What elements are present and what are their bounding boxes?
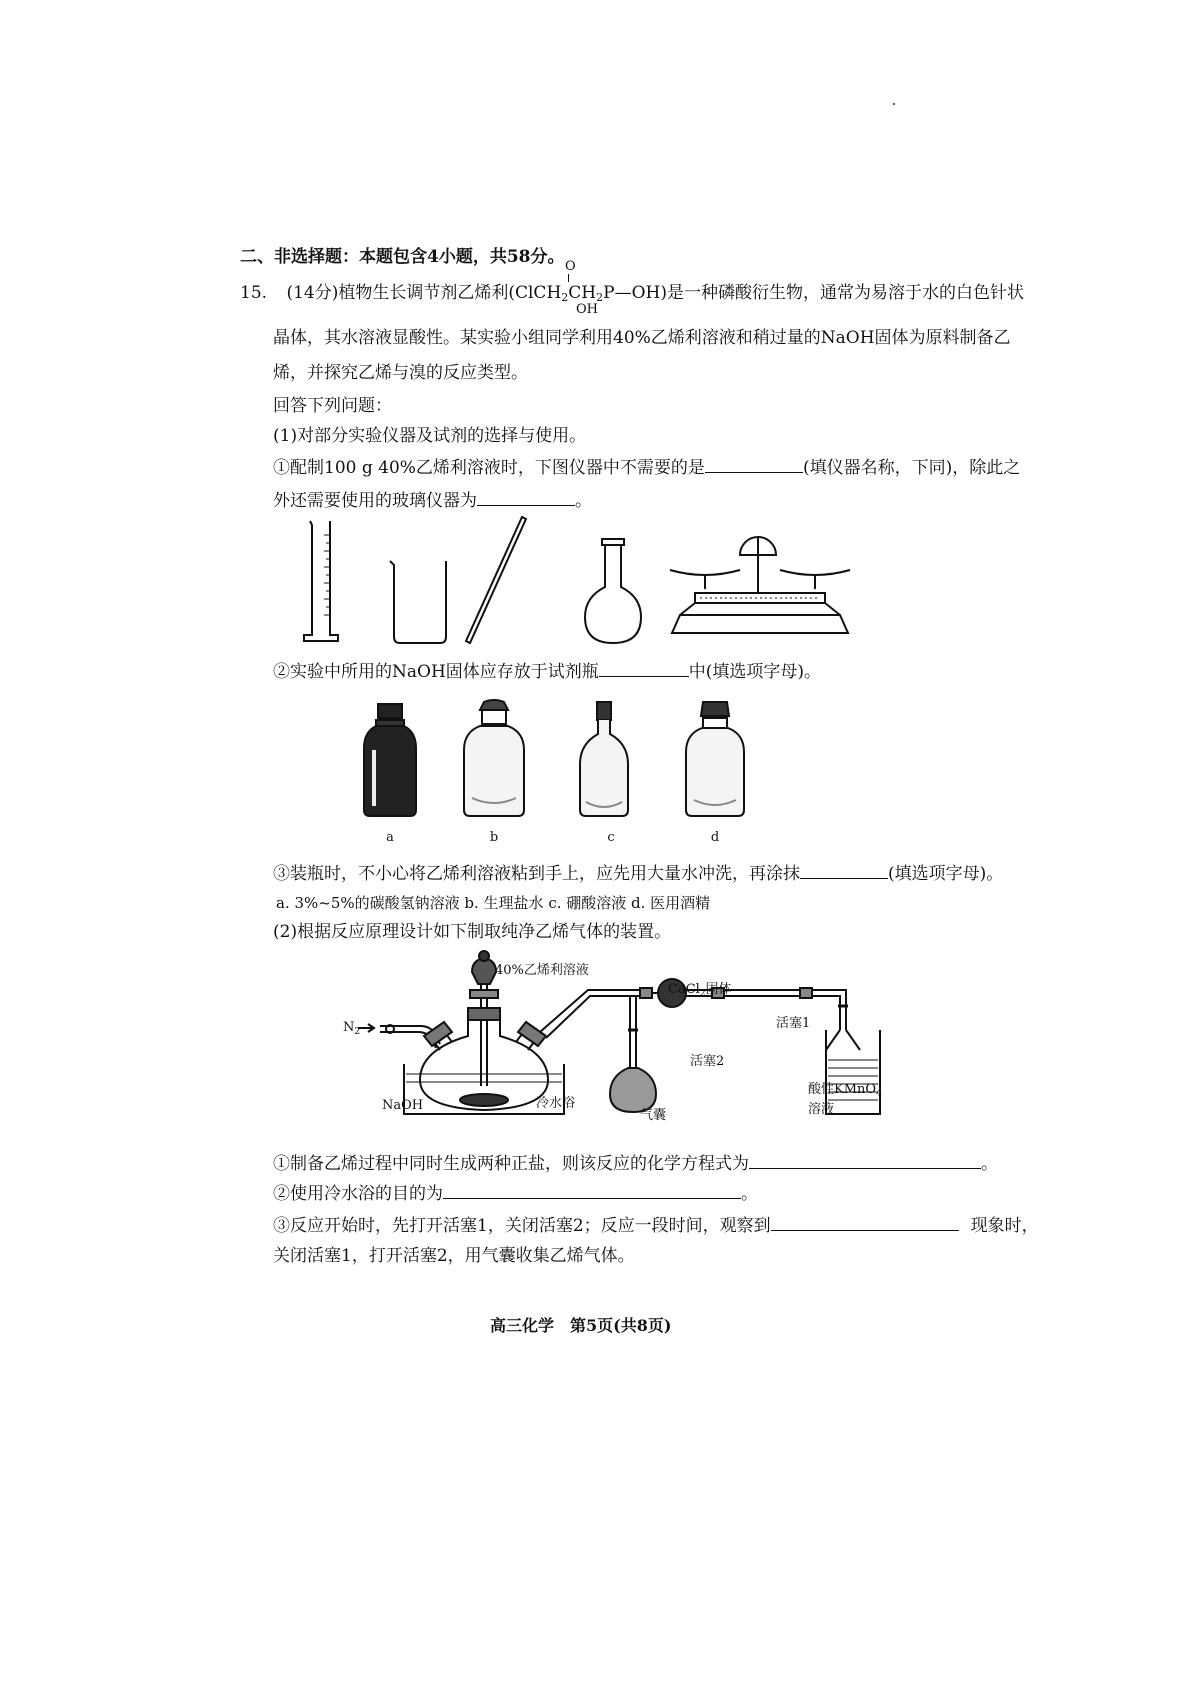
part-1-q2 (273, 660, 821, 683)
beaker-icon (390, 561, 446, 643)
formula-phosphorus: P (603, 283, 615, 303)
cacl2-label (668, 978, 732, 999)
answer-blank-1[interactable] (705, 456, 803, 473)
bottle-label-d: d (710, 830, 720, 845)
intro-text-b: CH (568, 283, 597, 303)
q2-text-a: ②实验中所用的NaOH固体应存放于试剂瓶 (273, 662, 599, 682)
narrow-neck-bottle-icon (580, 702, 628, 816)
cacl2-sub: 2 (699, 989, 706, 999)
kmno4-beaker-icon (826, 1030, 880, 1114)
intro-text-c: —OH)是一种磷酸衍生物，通常为易溶于水的白色针状 (614, 283, 1024, 303)
answer-blank-7[interactable] (771, 1214, 959, 1231)
answer-blank-3[interactable] (599, 660, 689, 677)
cold-bath-label: 冷水浴 (536, 1096, 576, 1111)
answer-blank-4[interactable] (800, 862, 888, 879)
q1-text-b: (填仪器名称，下同)，除此之 (802, 458, 1021, 478)
part-1-q1-line-1 (273, 456, 1020, 479)
cacl2-solid: 固体 (705, 982, 732, 997)
volumetric-flask-icon (585, 539, 641, 643)
part-1-q3-options: a. 3%~5%的碳酸氢钠溶液 b. 生理盐水 c. 硼酸溶液 d. 医用酒精 (276, 894, 711, 912)
naoh-label: NaOH (382, 1098, 424, 1113)
stopcock-2-label[interactable]: 活塞2 (690, 1054, 725, 1069)
q1-text-c: 外还需要使用的玻璃仪器为 (273, 491, 477, 511)
part-1-q1-line-2 (273, 489, 592, 512)
dark-bottle-icon (364, 704, 416, 816)
bottle-label-a: a (386, 830, 394, 845)
bottle-label-c: c (607, 830, 615, 845)
p2q3-text-a: ③反应开始时，先打开活塞1，关闭活塞2；反应一段时间，观察到 (273, 1216, 771, 1236)
answer-blank-6[interactable] (443, 1182, 741, 1199)
cacl2-text: CaCl (668, 982, 700, 997)
part-2-q2 (273, 1182, 758, 1205)
kmno4-solution-label: 溶液 (808, 1102, 835, 1117)
q3-text-b: (填选项字母)。 (888, 864, 1004, 884)
kmno4-sub: 4 (876, 1089, 882, 1099)
answer-blank-2[interactable] (477, 489, 575, 506)
p2q1-text: ①制备乙烯过程中同时生成两种正盐，则该反应的化学方程式为 (273, 1154, 749, 1174)
subscript: 2 (596, 291, 604, 304)
graduated-cylinder-icon (304, 521, 338, 641)
q3-text-a: ③装瓶时，不小心将乙烯利溶液粘到手上，应先用大量水冲洗，再涂抹 (273, 864, 800, 884)
reagent-bottles-figure (360, 698, 820, 828)
part-2-q1 (273, 1152, 998, 1175)
page-footer: 高三化学 第5页(共8页) (490, 1316, 672, 1335)
instruments-figure (300, 515, 940, 655)
naoh-solid-icon (460, 1094, 508, 1106)
formula-hydroxyl: OH (576, 302, 598, 317)
question-15-line-3: 烯，并探究乙烯与溴的反应类型。 (273, 363, 528, 383)
subscript: 2 (561, 291, 569, 304)
formula-oxygen: O (565, 259, 576, 274)
n2-text: N (343, 1020, 355, 1035)
funnel-solution-label: 40%乙烯利溶液 (495, 963, 589, 978)
kmno4-label (808, 1078, 882, 1099)
question-15-line-2: 晶体，其水溶液显酸性。某实验小组同学利用40%乙烯利溶液和稍过量的NaOH固体为原料制备乙 (273, 328, 1011, 348)
p2q3-text-b: 现象时， (970, 1216, 1039, 1236)
answer-blank-5[interactable] (749, 1152, 981, 1169)
part-2-q3-line-1 (273, 1214, 1039, 1237)
part-2-q3-line-2: 关闭活塞1，打开活塞2，用气囊收集乙烯气体。 (273, 1246, 635, 1266)
question-points: (14分) (286, 283, 339, 303)
nitrogen-label (343, 1020, 360, 1037)
nitrogen-arrow-icon (358, 1024, 374, 1032)
rubber-stopper-bottle-icon (686, 702, 744, 816)
stopcock-1-label[interactable]: 活塞1 (776, 1016, 811, 1031)
scan-speck (893, 103, 895, 105)
glass-rod-icon (466, 517, 526, 643)
part-1-title: (1)对部分实验仪器及试剂的选择与使用。 (273, 426, 587, 446)
glass-stopper-bottle-icon (464, 700, 524, 816)
answer-prompt: 回答下列问题： (273, 396, 392, 416)
q2-text-b: 中(填选项字母)。 (688, 662, 822, 682)
balloon-label: 气囊 (640, 1108, 667, 1123)
question-15-line-1 (240, 282, 1024, 309)
part-1-q3 (273, 862, 1003, 885)
balance-scale-icon (670, 537, 850, 633)
q1-end: 。 (575, 491, 592, 511)
section-title: 二、非选择题：本题包含4小题，共58分。 (240, 247, 565, 267)
p2q2-end: 。 (741, 1184, 758, 1204)
p2q2-text: ②使用冷水浴的目的为 (273, 1184, 443, 1204)
p2q1-end: 。 (981, 1154, 998, 1174)
bottle-label-b: b (489, 830, 499, 845)
q1-text-a: ①配制100 g 40%乙烯利溶液时，下图仪器中不需要的是 (273, 458, 705, 478)
formula-double-bond (568, 274, 570, 282)
question-number: 15. (240, 283, 268, 303)
kmno4-text: 酸性KMnO (808, 1082, 877, 1097)
part-2-title: (2)根据反应原理设计如下制取纯净乙烯气体的装置。 (273, 922, 672, 942)
n2-sub: 2 (354, 1027, 361, 1037)
intro-text-a: 植物生长调节剂乙烯利(ClCH (338, 283, 562, 303)
